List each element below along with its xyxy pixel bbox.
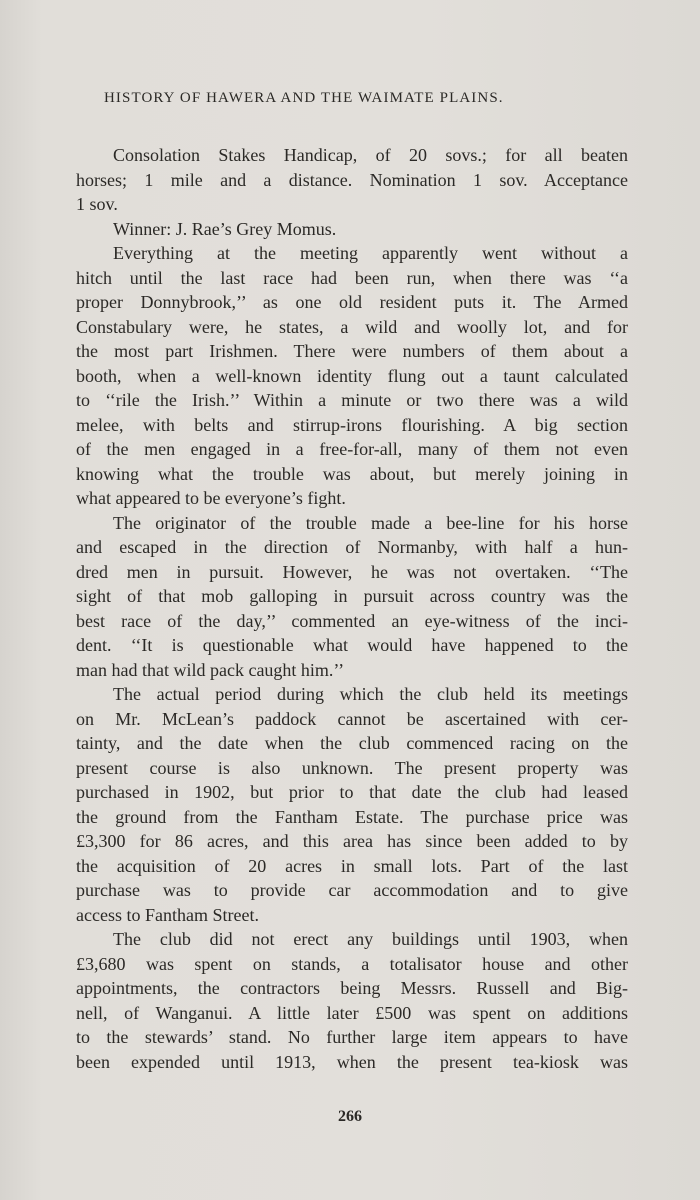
text-line: man had that wild pack caught him.’’ [76,659,345,680]
text-line: appointments, the contractors being Messrs. Russell and Big- [76,978,628,998]
text-line: The originator of the trouble made a bee-line for his horse [113,512,628,533]
text-line: access to Fantham Street. [76,904,259,925]
text-line: Winner: J. Rae’s Grey Momus. [113,218,337,239]
text-line: dent. ‘‘It is questionable what would have happened to the [76,635,628,655]
text-line: dred men in pursuit. However, he was not overtaken. ‘‘The [76,561,628,582]
text-line: the ground from the Fantham Estate. The purchase price was [76,806,628,827]
running-header: HISTORY OF HAWERA AND THE WAIMATE PLAINS. [104,90,504,106]
text-line: the most part Irishmen. There were numbers of them about a [76,341,628,361]
text-line: been expended until 1913, when the present tea-kiosk was [76,1051,628,1072]
text-line: what appeared to be everyone’s fight. [76,488,346,508]
text-line: knowing what the trouble was about, but merely joining in [76,463,628,484]
text-line: present course is also unknown. The present property was [76,757,628,778]
text-line: to the stewards’ stand. No further large item appears to have [76,1027,628,1047]
body-text [76,143,628,1074]
text-line: purchased in 1902, but prior to that date the club had leased [76,782,628,802]
text-line: Consolation Stakes Handicap, of 20 sovs.; for all beaten [113,145,628,165]
text-line: The club did not erect any buildings until 1903, when [113,929,628,949]
text-line: 1 sov. [76,194,118,214]
text-line: booth, when a well-known identity flung out a taunt calculated [76,365,628,386]
text-line: hitch until the last race had been run, when there was ‘‘a [76,267,628,288]
text-line: and escaped in the direction of Normanby, with half a hun- [76,537,628,557]
text-line: £3,680 was spent on stands, a totalisator house and other [76,953,628,974]
text-line: the acquisition of 20 acres in small lots. Part of the last [76,855,628,876]
text-line: to ‘‘rile the Irish.’’ Within a minute or two there was a wild [76,390,628,410]
page-number: 266 [338,1108,362,1125]
text-line: on Mr. McLean’s paddock cannot be ascertained with cer- [76,708,628,729]
text-line: melee, with belts and stirrup-irons flourishing. A big section [76,414,628,435]
text-line: Constabulary were, he states, a wild and woolly lot, and for [76,316,628,337]
text-line: of the men engaged in a free-for-all, many of them not even [76,439,628,459]
text-line: purchase was to provide car accommodation and to give [76,880,628,900]
text-line: sight of that mob galloping in pursuit across country was the [76,586,628,606]
text-line: The actual period during which the club held its meetings [113,684,628,704]
text-line: horses; 1 mile and a distance. Nomination 1 sov. Acceptance [76,169,628,190]
text-line: Everything at the meeting apparently went without a [113,243,628,263]
text-line: proper Donnybrook,’’ as one old resident puts it. The Armed [76,292,628,312]
text-line: tainty, and the date when the club commenced racing on the [76,733,628,753]
text-line: best race of the day,’’ commented an eye-witness of the inci- [76,610,628,631]
text-line: nell, of Wanganui. A little later £500 was spent on additions [76,1002,628,1023]
text-line: £3,300 for 86 acres, and this area has since been added to by [76,831,628,851]
